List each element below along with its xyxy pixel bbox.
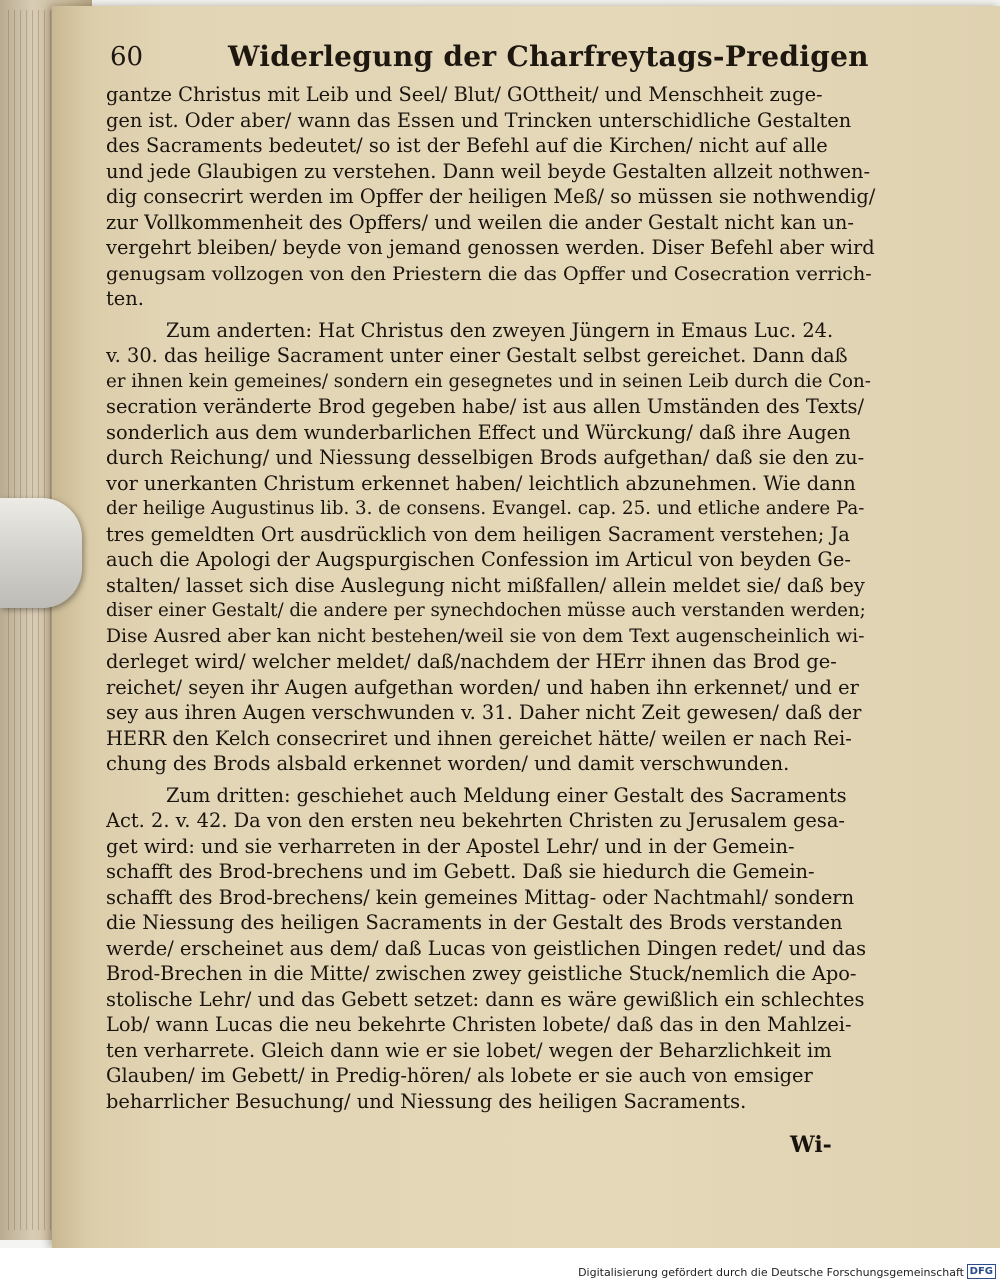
text-line: des Sacraments bedeutet/ so ist der Befehl auf die Kirchen/ nicht auf alle xyxy=(106,134,828,157)
catchword: Wi- xyxy=(790,1132,832,1158)
text-line: Zum anderten: Hat Christus den zweyen Jüngern in Emaus Luc. 24. xyxy=(166,318,834,342)
text-line: Zum dritten: geschiehet auch Meldung einer Gestalt des Sacraments xyxy=(166,783,847,807)
text-line: stolische Lehr/ und das Gebett setzet: dann es wäre gewißlich ein schlechtes xyxy=(106,987,865,1011)
text-line: HERR den Kelch consecriret und ihnen gereichet hätte/ weilen er nach Rei- xyxy=(106,726,852,750)
text-line: schafft des Brod-brechens/ kein gemeines Mittag- oder Nachtmahl/ sondern xyxy=(106,885,855,909)
digitization-credit: Digitalisierung gefördert durch die Deutsche Forschungsgemeinschaft xyxy=(578,1266,964,1279)
text-line: schafft des Brod-brechens und im Gebett. Daß sie hiedurch die Gemein- xyxy=(106,860,815,883)
text-line: durch Reichung/ und Niessung desselbigen Brods aufgethan/ daß sie den zu- xyxy=(106,446,865,469)
text-line: tres gemeldten Ort ausdrücklich von dem heiligen Sacrament verstehen; Ja xyxy=(106,522,850,546)
text-line: stalten/ lasset sich dise Auslegung nicht mißfallen/ allein meldet sie/ daß bey xyxy=(106,573,865,597)
text-line: derleget wird/ welcher meldet/ daß/nachdem der HErr ihnen das Brod ge- xyxy=(106,650,837,673)
text-line: gen ist. Oder aber/ wann das Essen und Trincken unterschidliche Gestalten xyxy=(106,108,852,132)
text-line: Act. 2. v. 42. Da von den ersten neu bekehrten Christen zu Jerusalem gesa- xyxy=(106,809,845,832)
page-number: 60 xyxy=(110,42,144,72)
text-line: sonderlich aus dem wunderbarlichen Effect und Würckung/ daß ihre Augen xyxy=(106,420,851,444)
text-line: vor unerkanten Christum erkennet haben/ leichtlich abzunehmen. Wie dann xyxy=(106,471,856,495)
text-line: sey aus ihren Augen verschwunden v. 31. Daher nicht Zeit gewesen/ daß der xyxy=(106,701,862,724)
running-title: Widerlegung der Charfreytags-Predigen xyxy=(228,40,869,73)
text-line: Lob/ wann Lucas die neu bekehrte Christen lobete/ daß das in den Mahlzei- xyxy=(106,1013,852,1036)
text-line: der heilige Augustinus lib. 3. de consens. Evangel. cap. 25. und etliche andere Pa- xyxy=(106,498,865,519)
text-line: diser einer Gestalt/ die andere per synechdochen müsse auch verstanden werden; xyxy=(106,600,866,621)
text-line: gantze Christus mit Leib und Seel/ Blut/ GOttheit/ und Menschheit zuge- xyxy=(106,83,823,106)
running-head xyxy=(110,38,890,78)
text-line: zur Vollkommenheit des Opffers/ und weilen die ander Gestalt nicht kan un- xyxy=(106,210,854,234)
text-line: ten verharrete. Gleich dann wie er sie lobet/ wegen der Beharzlichkeit im xyxy=(106,1038,832,1062)
text-line: auch die Apologi der Augspurgischen Confession im Articul von beyden Ge- xyxy=(106,548,851,571)
text-line: und jede Glaubigen zu verstehen. Dann weil beyde Gestalten allzeit nothwen- xyxy=(106,159,871,183)
text-line: ten. xyxy=(106,287,144,310)
dfg-logo: DFG xyxy=(967,1264,996,1279)
text-line: dig consecrirt werden im Opffer der heiligen Meß/ so müssen sie nothwendig/ xyxy=(106,185,876,208)
text-line: die Niessung des heiligen Sacraments in der Gestalt des Brods verstanden xyxy=(106,911,843,934)
page-clip xyxy=(0,498,82,608)
text-line: vergehrt bleiben/ beyde von jemand genossen werden. Diser Befehl aber wird xyxy=(106,236,875,259)
body-text xyxy=(106,82,876,1114)
text-line: v. 30. das heilige Sacrament unter einer Gestalt selbst gereichet. Dann daß xyxy=(106,344,848,367)
text-line: Brod-Brechen in die Mitte/ zwischen zwey geistliche Stuck/nemlich die Apo- xyxy=(106,962,857,985)
text-line: werde/ erscheinet aus dem/ daß Lucas von geistlichen Dingen redet/ und das xyxy=(106,936,867,960)
text-line: Dise Ausred aber kan nicht bestehen/weil sie von dem Text augenscheinlich wi- xyxy=(106,625,865,647)
text-line: reichet/ seyen ihr Augen aufgethan worden/ und haben ihn erkennet/ und er xyxy=(106,675,859,699)
text-line: beharrlicher Besuchung/ und Niessung des heiligen Sacraments. xyxy=(106,1089,747,1113)
text-line: secration veränderte Brod gegeben habe/ ist aus allen Umständen des Texts/ xyxy=(106,395,865,418)
text-line: Glauben/ im Gebett/ in Predig-hören/ als lobete er sie auch von emsiger xyxy=(106,1064,813,1087)
text-line: genugsam vollzogen von den Priestern die das Opffer und Cosecration verrich- xyxy=(106,261,872,285)
text-line: get wird: und sie verharreten in der Apostel Lehr/ und in der Gemein- xyxy=(106,834,795,858)
text-line: er ihnen kein gemeines/ sondern ein gesegnetes und in seinen Leib durch die Con- xyxy=(106,370,871,392)
text-line: chung des Brods alsbald erkennet worden/ und damit verschwunden. xyxy=(106,752,790,775)
